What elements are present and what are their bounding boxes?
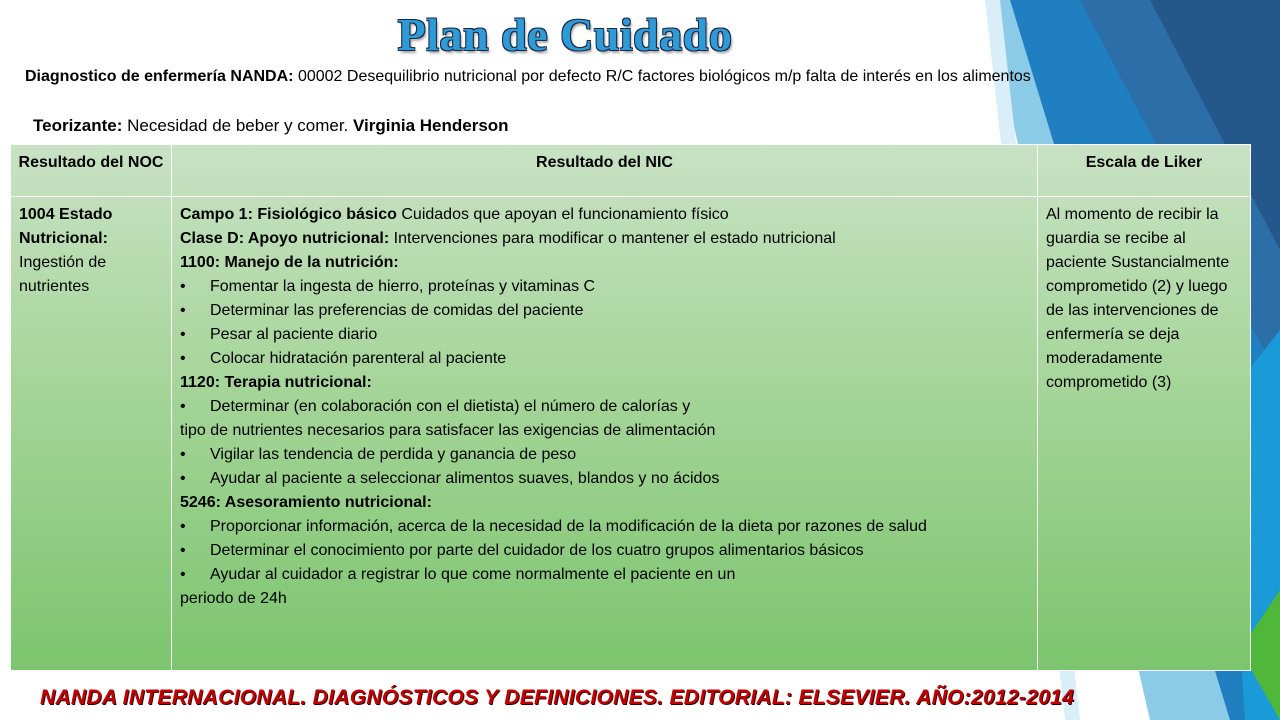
list-item: • Determinar las preferencias de comidas del paciente xyxy=(180,302,584,319)
list-item: • Ayudar al paciente a seleccionar alimentos suaves, blandos y no ácidos xyxy=(180,470,720,487)
noc-text: Ingestión de nutrientes xyxy=(19,254,107,295)
care-plan-table xyxy=(10,144,1251,671)
nanda-diagnosis xyxy=(25,66,1240,88)
theorist-name: Virginia Henderson xyxy=(353,116,509,135)
theorist-text: Necesidad de beber y comer. xyxy=(122,116,353,135)
nic-section-5246: 5246: Asesoramiento nutricional: xyxy=(180,494,432,511)
list-item: • Proporcionar información, acerca de la necesidad de la modificación de la dieta por razones de salud xyxy=(180,518,927,535)
header-noc: Resultado del NOC xyxy=(11,145,172,197)
clase-text: Intervenciones para modificar o mantener el estado nutricional xyxy=(389,230,836,247)
nic-clase xyxy=(180,227,1031,251)
list-item-continuation: tipo de nutrientes necesarios para satisfacer las exigencias de alimentación xyxy=(180,422,716,439)
diagnosis-text: 00002 Desequilibrio nutricional por defecto R/C factores biológicos m/p falta de interés en los alimentos xyxy=(293,68,1031,85)
page-title: Plan de Cuidado xyxy=(397,9,733,60)
campo-text: Cuidados que apoyan el funcionamiento físico xyxy=(396,206,729,223)
noc-cell xyxy=(11,197,172,671)
table-header-row xyxy=(11,145,1251,197)
footer-reference: NANDA INTERNACIONAL. DIAGNÓSTICOS Y DEFINICIONES. EDITORIAL: ELSEVIER. AÑO:2012-2014 xyxy=(40,686,1075,709)
theorist xyxy=(33,115,509,137)
theorist-label: Teorizante: xyxy=(33,116,123,135)
list-item: • Ayudar al cuidador a registrar lo que come normalmente el paciente en un xyxy=(180,566,736,583)
noc-title: 1004 Estado Nutricional: xyxy=(19,206,113,247)
nic-section-1100: 1100: Manejo de la nutrición: xyxy=(180,254,399,271)
list-item: • Fomentar la ingesta de hierro, proteínas y vitaminas C xyxy=(180,278,596,295)
nic-cell xyxy=(172,197,1038,671)
campo-label: Campo 1: Fisiológico básico xyxy=(180,206,397,223)
table-row xyxy=(11,197,1251,671)
list-item: • Colocar hidratación parenteral al paciente xyxy=(180,350,507,367)
list-item: • Determinar el conocimiento por parte del cuidador de los cuatro grupos alimentarios básicos xyxy=(180,542,864,559)
nic-section-1120: 1120: Terapia nutricional: xyxy=(180,374,372,391)
list-item: • Determinar (en colaboración con el dietista) el número de calorías y xyxy=(180,398,691,415)
clase-label: Clase D: Apoyo nutricional: xyxy=(180,230,390,247)
header-liker: Escala de Liker xyxy=(1038,145,1251,197)
list-item: • Pesar al paciente diario xyxy=(180,326,378,343)
nic-campo xyxy=(180,203,1031,227)
header-nic: Resultado del NIC xyxy=(172,145,1038,197)
list-item: • Vigilar las tendencia de perdida y ganancia de peso xyxy=(180,446,577,463)
list-item-continuation: periodo de 24h xyxy=(180,590,287,607)
liker-cell: Al momento de recibir la guardia se recibe al paciente Sustancialmente comprometido (2) y luego de las intervenciones de enfermería se deja moderadamente comprometido (3) xyxy=(1038,197,1251,671)
diagnosis-label: Diagnostico de enfermería NANDA: xyxy=(25,68,294,85)
